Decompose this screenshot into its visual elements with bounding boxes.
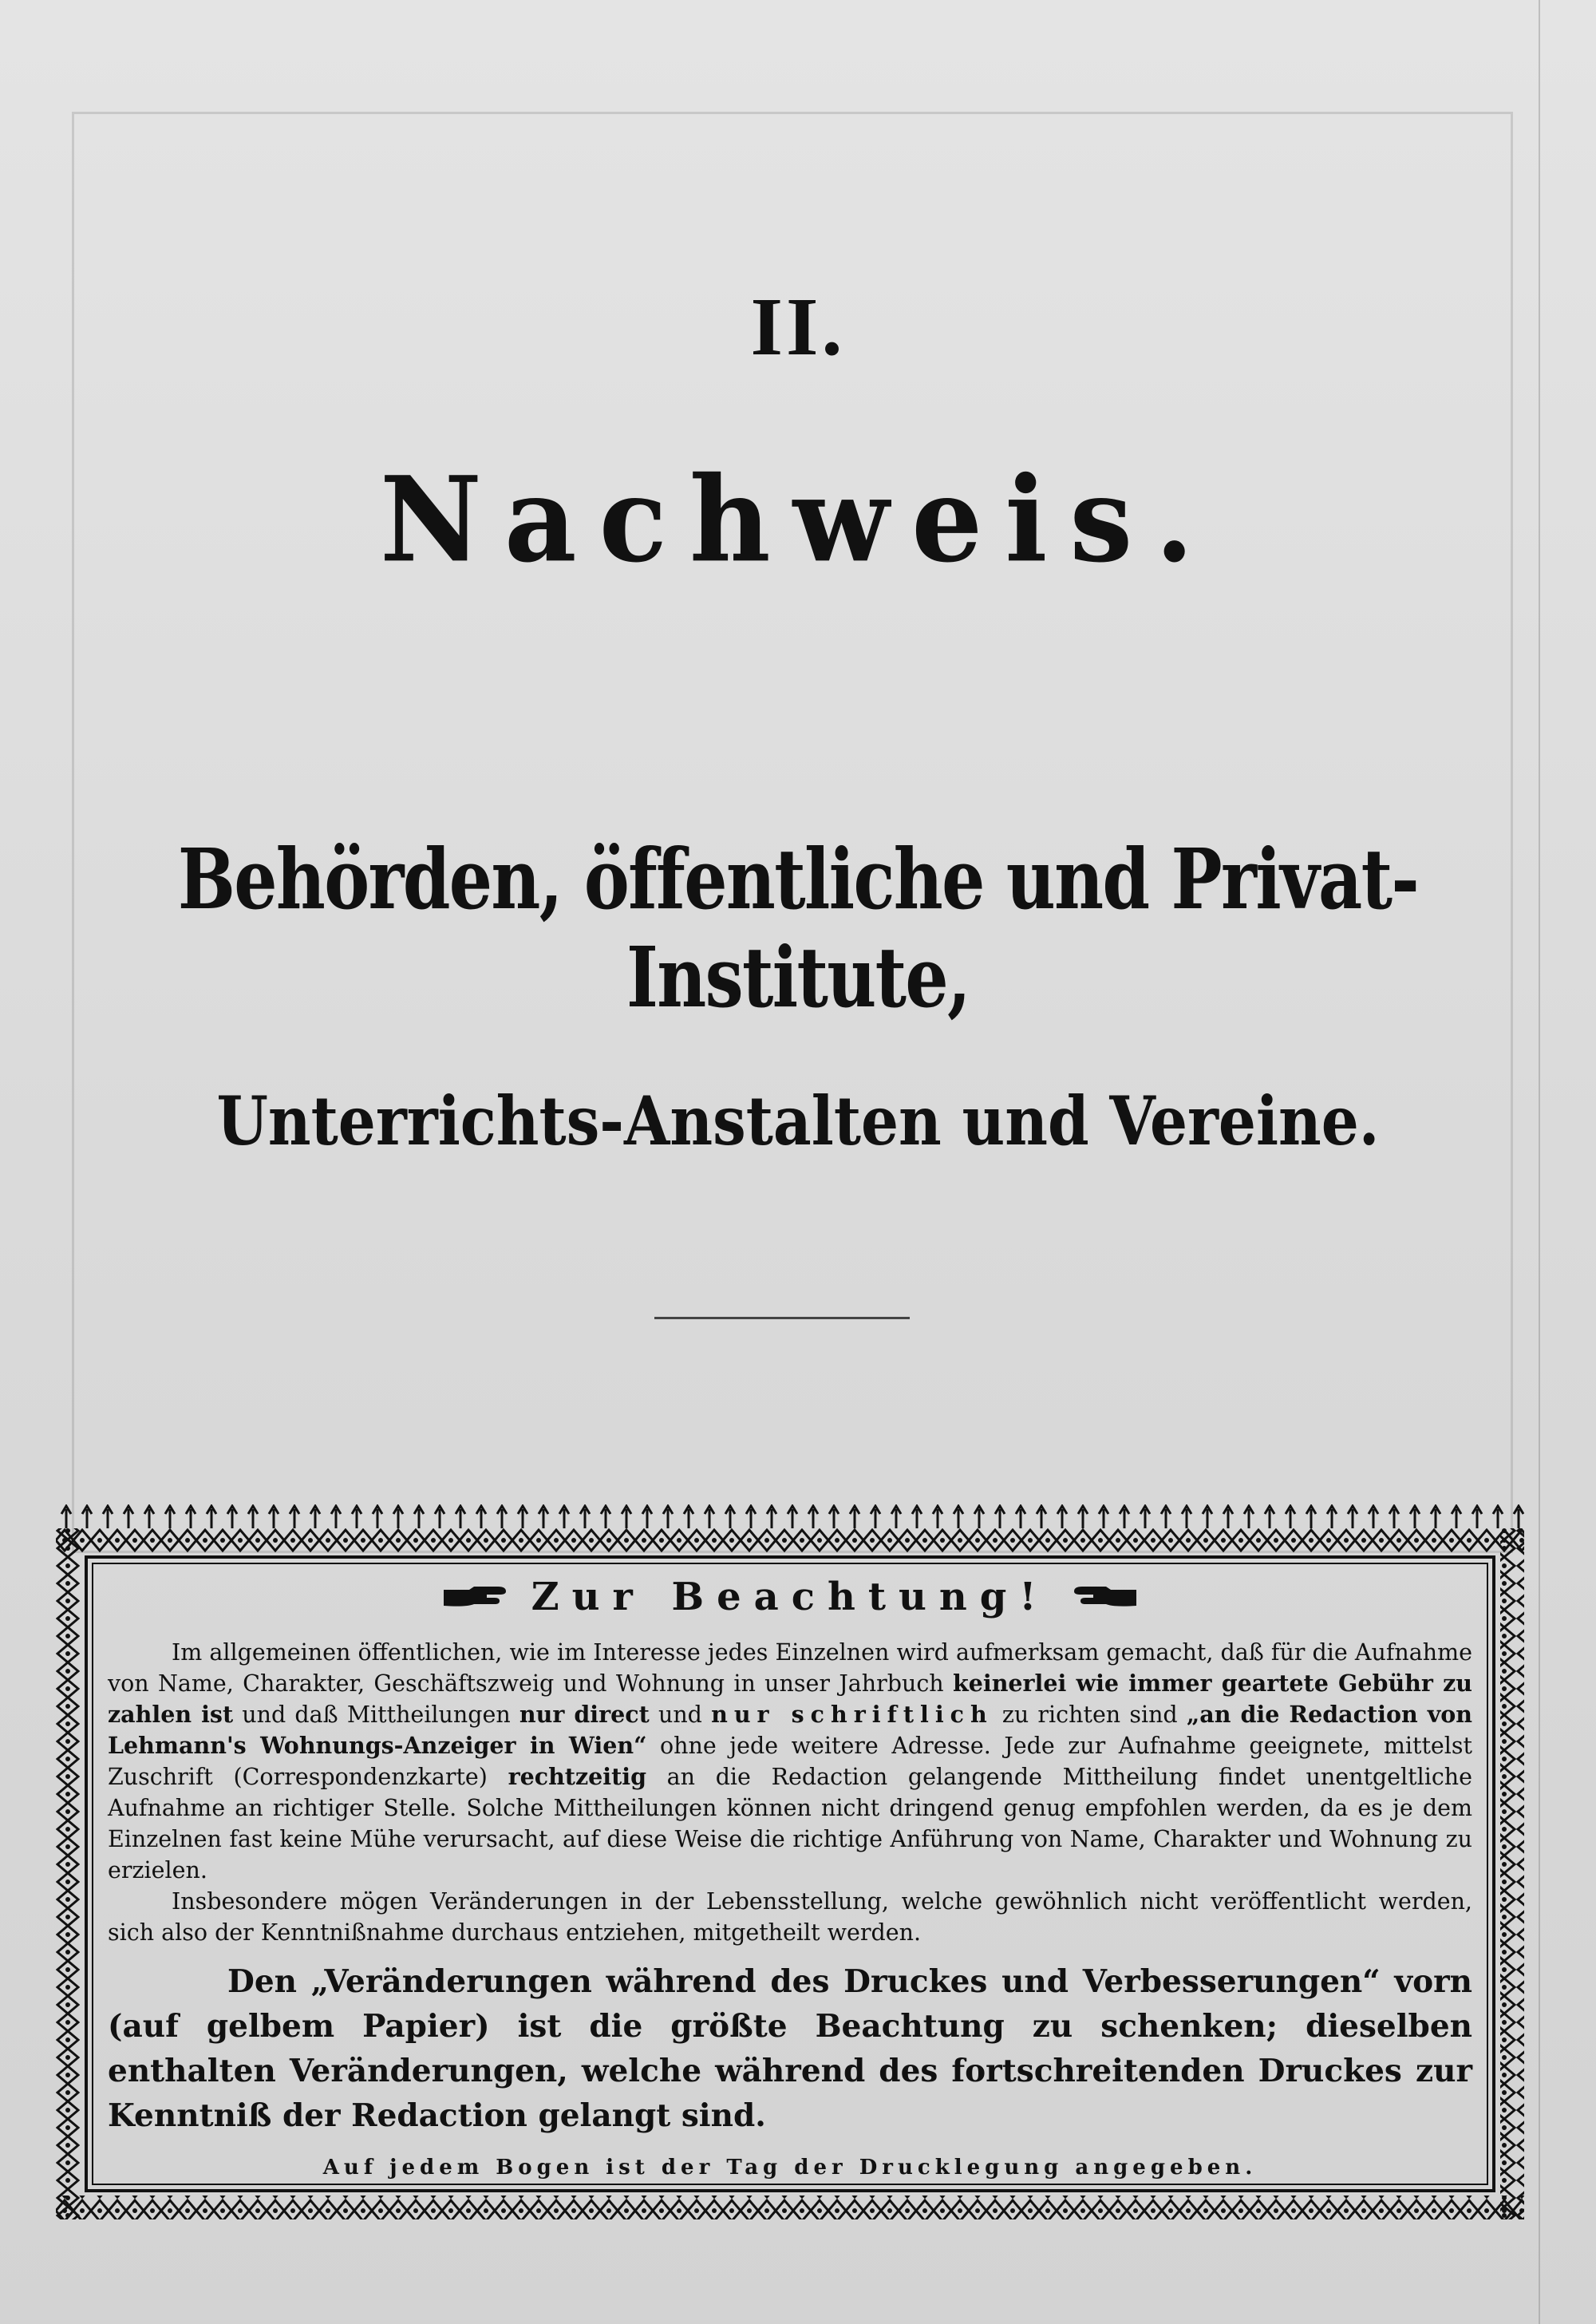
notice-box bbox=[56, 1504, 1524, 2223]
notice-title: Zur Beachtung! bbox=[531, 1575, 1049, 1619]
notice-emphasis: rechtzeitig bbox=[508, 1763, 647, 1790]
notice-content bbox=[100, 1560, 1480, 2180]
section-numeral: II. bbox=[750, 281, 846, 373]
notice-text: an die Redaction gelangende Mittheilung findet unentgeltliche Aufnahme an richtiger Stelle. Solche Mittheilungen können nicht dringend genug empfohlen werden, da es je dem Einzelnen fast keine Mühe verursacht, auf diese Weise die richtige Anführung von Name, Charakter und Wohnung zu erzielen. bbox=[108, 1764, 1473, 1883]
pointing-hand-right-icon bbox=[442, 1583, 509, 1611]
notice-text: ohne jede weitere Adresse. Jede zur Aufnahme geeignete, mittelst Zuschrift (Correspondenzkarte) bbox=[108, 1733, 1472, 1790]
notice-text: Im allgemeinen öffentlichen, wie im Interesse jedes Einzelnen wird aufmerksam gemacht, daß für die Aufnahme von Name, Charakter, Geschäftszweig und Wohnung in unser Jahrbuch bbox=[108, 1639, 1472, 1697]
notice-paragraph-3: Den „Veränderungen während des Druckes und Verbesserungen“ vorn (auf gelbem Papier) ist die größte Beachtung zu schenken; dieselben enthalten Veränderungen, welche während des fortschreitenden Druckes zur Kenntniß der Redaction gelangt sind. bbox=[108, 1963, 1472, 2134]
subtitle-line-2: Unterrichts-Anstalten und Vereine. bbox=[216, 1081, 1380, 1160]
divider-rule bbox=[654, 1317, 910, 1319]
notice-text: zu richten sind bbox=[993, 1702, 1187, 1728]
notice-emphasis: „an die Redaction von Lehmann's Wohnungs-Anzeiger in Wien“ bbox=[108, 1701, 1473, 1759]
notice-paragraph-1 bbox=[108, 1637, 1472, 1886]
notice-paragraph-2: Insbesondere mögen Veränderungen in der Lebensstellung, welche gewöhnlich nicht veröffentlicht werden, sich also der Kenntnißnahme durchaus entziehen, mitgetheilt werden. bbox=[108, 1888, 1472, 1946]
notice-text: und daß Mittheilungen bbox=[233, 1702, 519, 1728]
notice-title-row bbox=[100, 1575, 1480, 1619]
notice-emphasis: nur direct bbox=[519, 1701, 650, 1728]
notice-footer: Auf jedem Bogen ist der Tag der Drucklegung angegeben. bbox=[322, 2156, 1258, 2180]
notice-emphasis: keinerlei wie immer geartete Gebühr zu zahlen ist bbox=[108, 1670, 1473, 1728]
notice-emphasis: nur schriftlich bbox=[711, 1701, 994, 1728]
subtitle-line-1: Behörden, öffentliche und Privat-Institute, bbox=[177, 830, 1419, 1026]
notice-text: und bbox=[649, 1702, 712, 1728]
pointing-hand-left-icon bbox=[1071, 1583, 1138, 1611]
page-title: Nachweis. bbox=[379, 451, 1217, 590]
